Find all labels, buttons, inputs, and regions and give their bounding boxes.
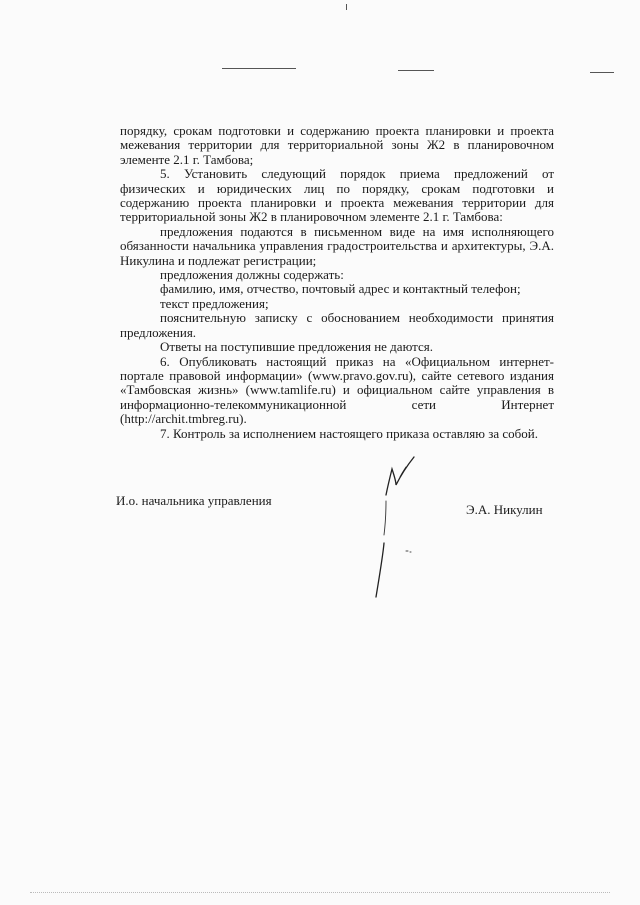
- scan-mark: [346, 4, 347, 10]
- paragraph: 7. Контроль за исполнением настоящего приказа оставляю за собой.: [160, 425, 538, 441]
- handwritten-signature: [360, 455, 430, 605]
- scan-mark: [590, 72, 614, 73]
- paragraph: Ответы на поступившие предложения не даются.: [160, 339, 433, 355]
- paragraph: 5. Установить следующий порядок приема предложений от физических и юридических лиц по порядку, срокам подготовки и содержанию проекта планировки и проекта межевания территории для территориальной зоны Ж2 в планировочном элементе 2.1 г. Тамбова:: [120, 166, 554, 225]
- paragraph: предложения должны содержать:: [160, 267, 344, 283]
- scan-mark: [222, 68, 296, 69]
- signatory-position: И.о. начальника управления: [116, 493, 272, 508]
- scan-mark: [398, 70, 434, 71]
- scan-edge: [30, 892, 610, 895]
- paragraph: пояснительную записку с обоснованием необходимости принятия предложения.: [120, 310, 554, 340]
- signatory-name: Э.А. Никулин: [466, 502, 543, 517]
- paragraph: фамилию, имя, отчество, почтовый адрес и контактный телефон;: [160, 281, 521, 297]
- document-body: [120, 124, 554, 441]
- paragraph: 6. Опубликовать настоящий приказ на «Официальном интернет-портале правовой информации» (www.pravo.gov.ru), сайте сетевого издания «Тамбовская жизнь» (www.tamlife.ru) и официальном сайте управления в информационно-телекоммуникационной сети Интернет (http://archit.tmbreg.ru).: [120, 353, 554, 427]
- paragraph: порядку, срокам подготовки и содержанию проекта планировки и проекта межевания территории для территориальной зоны Ж2 в планировочном элементе 2.1 г. Тамбова;: [120, 123, 554, 167]
- paragraph: предложения подаются в письменном виде на имя исполняющего обязанности начальника управления градостроительства и архитектуры, Э.А. Никулина и подлежат регистрации;: [120, 223, 554, 268]
- paragraph: текст предложения;: [160, 295, 269, 311]
